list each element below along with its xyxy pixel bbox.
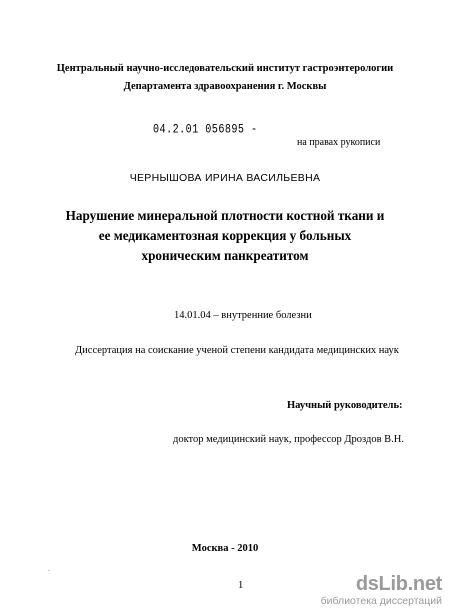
title-line-1: Нарушение минеральной плотности костной ткани и <box>65 208 385 223</box>
watermark[interactable] <box>316 573 442 607</box>
degree-statement: Диссертация на соискание ученой степени кандидата медицинских наук <box>75 345 399 356</box>
rights-notice: на правах рукописи <box>297 137 381 148</box>
author-name: ЧЕРНЫШОВА ИРИНА ВАСИЛЬЕВНА <box>129 172 321 184</box>
specialty-code: 14.01.04 – внутренние болезни <box>174 310 312 321</box>
institution-line-1: Центральный научно-исследовательский институт гастроэнтерологии <box>56 63 394 74</box>
watermark-logo[interactable]: dsLib.net <box>355 573 442 595</box>
page-number: 1 <box>238 580 244 591</box>
scan-speck: . <box>48 564 50 573</box>
title-line-3: хроническим панкреатитом <box>141 248 309 263</box>
supervisor-label: Научный руководитель: <box>287 400 403 411</box>
archive-stamp: 04.2.01 056895 - <box>153 123 258 138</box>
watermark-subtitle: библиотека диссертаций <box>320 595 442 607</box>
institution-line-2: Департамента здравоохранения г. Москвы <box>123 81 327 92</box>
city-year: Москва - 2010 <box>191 543 259 554</box>
dissertation-title <box>0 206 450 266</box>
supervisor-name: доктор медицинский наук, профессор Дроздов В.Н. <box>173 434 405 445</box>
title-line-2: ее медикаментозная коррекция у больных <box>98 228 352 243</box>
